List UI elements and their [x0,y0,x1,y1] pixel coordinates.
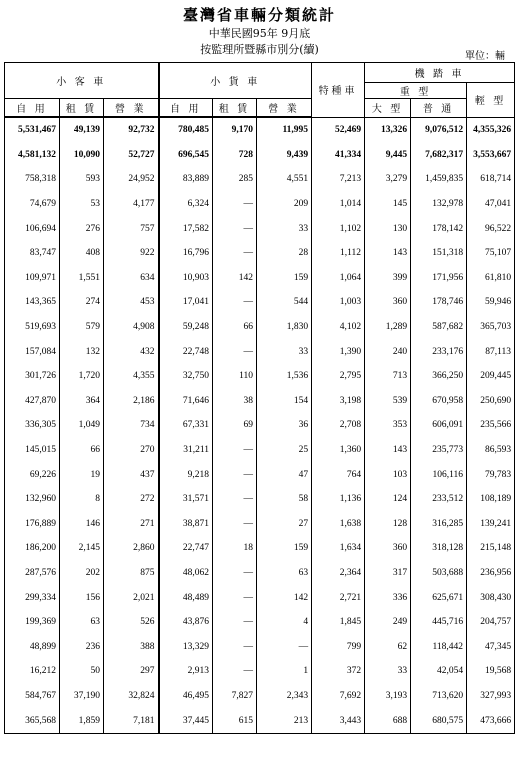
table-cell: 151,318 [411,241,467,266]
table-cell: 233,176 [411,339,467,364]
table-cell: 47,345 [467,634,515,659]
header-heavy: 重 型 [365,83,467,99]
table-cell: 31,211 [159,438,213,463]
table-cell: 32,750 [159,364,213,389]
table-cell: — [213,561,257,586]
table-cell: 143,365 [5,290,60,315]
table-cell: 61,810 [467,266,515,291]
table-cell: 53 [60,192,104,217]
unit-label: 單位：輛 [465,51,505,62]
table-cell: 9,076,512 [411,117,467,143]
table-cell: 171,956 [411,266,467,291]
table-cell: 74,679 [5,192,60,217]
table-cell: 670,958 [411,389,467,414]
table-cell: 118,442 [411,634,467,659]
table-cell: 33 [365,659,411,684]
table-cell: 3,279 [365,167,411,192]
table-cell: 38,871 [159,512,213,537]
table-cell: 336,305 [5,413,60,438]
table-cell: 63 [60,610,104,635]
table-cell: 327,993 [467,684,515,709]
table-cell: 236 [60,634,104,659]
table-cell: 584,767 [5,684,60,709]
table-cell: 539 [365,389,411,414]
table-row [5,708,515,733]
table-cell: 11,995 [257,117,312,143]
table-cell: 615 [213,708,257,733]
table-cell: 47 [257,462,312,487]
table-cell: 618,714 [467,167,515,192]
table-cell: 757 [104,216,159,241]
table-cell: 48,489 [159,585,213,610]
table-cell: 473,666 [467,708,515,733]
table-row [5,117,515,143]
table-row [5,487,515,512]
table-cell: 271 [104,512,159,537]
table-row [5,216,515,241]
table-cell: 69,226 [5,462,60,487]
table-cell: — [213,512,257,537]
table-cell: 48,062 [159,561,213,586]
table-row [5,659,515,684]
table-row [5,684,515,709]
table-cell: 36 [257,413,312,438]
table-cell: 366,250 [411,364,467,389]
table-cell: 47,041 [467,192,515,217]
table-cell: 48,899 [5,634,60,659]
table-row [5,315,515,340]
table-row [5,192,515,217]
table-row [5,536,515,561]
table-cell: 2,343 [257,684,312,709]
table-cell: 2,795 [312,364,365,389]
table-cell: 875 [104,561,159,586]
table-cell: — [213,634,257,659]
table-cell: 299,334 [5,585,60,610]
table-cell: 87,113 [467,339,515,364]
table-cell: 3,193 [365,684,411,709]
table-cell: — [213,659,257,684]
table-cell: 1,551 [60,266,104,291]
table-cell: 1,638 [312,512,365,537]
table-cell: 58 [257,487,312,512]
table-cell: 399 [365,266,411,291]
table-cell: 4,177 [104,192,159,217]
table-cell: 83,889 [159,167,213,192]
table-cell: 758,318 [5,167,60,192]
table-cell: 1 [257,659,312,684]
table-cell: 1,136 [312,487,365,512]
table-cell: 145 [365,192,411,217]
table-row [5,266,515,291]
table-cell: 235,566 [467,413,515,438]
table-cell: 365,703 [467,315,515,340]
table-cell: 688 [365,708,411,733]
table-cell: 1,102 [312,216,365,241]
table-row [5,241,515,266]
table-cell: — [213,192,257,217]
table-cell: 22,748 [159,339,213,364]
table-cell: 142 [213,266,257,291]
table-row [5,143,515,168]
header-large: 大 型 [365,99,411,118]
table-cell: 132,960 [5,487,60,512]
header-ordinary: 普 通 [411,99,467,118]
table-cell: 52,727 [104,143,159,168]
table-cell: 1,289 [365,315,411,340]
table-row [5,413,515,438]
table-cell: 606,091 [411,413,467,438]
table-row [5,585,515,610]
table-cell: 249 [365,610,411,635]
table-cell: 4,102 [312,315,365,340]
table-cell: — [213,585,257,610]
table-cell: 4,581,132 [5,143,60,168]
date-subtitle: 中華民國95年 9月底 [208,27,311,40]
table-cell: 734 [104,413,159,438]
table-cell: 317 [365,561,411,586]
table-cell: 159 [257,266,312,291]
table-cell: 38 [213,389,257,414]
table-row [5,561,515,586]
table-cell: 388 [104,634,159,659]
table-cell: 4,355,326 [467,117,515,143]
table-cell: 1,459,835 [411,167,467,192]
table-cell: 579 [60,315,104,340]
table-cell: — [213,487,257,512]
table-cell: 10,090 [60,143,104,168]
table-cell: 28 [257,241,312,266]
header-small-passenger: 小 客 車 [5,63,159,99]
table-cell: 33 [257,339,312,364]
table-cell: 272 [104,487,159,512]
table-cell: 32,824 [104,684,159,709]
table-cell: 3,553,667 [467,143,515,168]
table-cell: 132,978 [411,192,467,217]
table-cell: 75,107 [467,241,515,266]
table-cell: 2,186 [104,389,159,414]
table-cell: 7,682,317 [411,143,467,168]
table-cell: — [213,290,257,315]
table-row [5,512,515,537]
table-cell: 544 [257,290,312,315]
table-cell: 1,390 [312,339,365,364]
header-st-business: 營 業 [257,99,312,118]
vehicle-stats-table [4,62,515,734]
table-cell: 764 [312,462,365,487]
table-cell: 31,571 [159,487,213,512]
table-cell: 287,576 [5,561,60,586]
table-cell: 5,531,467 [5,117,60,143]
table-cell: 143 [365,241,411,266]
table-cell: 9,170 [213,117,257,143]
scope-subtitle: 按監理所暨縣市別分(續) [200,43,319,56]
table-cell: 364 [60,389,104,414]
table-cell: 10,903 [159,266,213,291]
table-cell: 437 [104,462,159,487]
table-cell: 79,783 [467,462,515,487]
table-cell: 186,200 [5,536,60,561]
header-light: 輕 型 [467,83,515,118]
table-cell: 297 [104,659,159,684]
table-cell: 59,248 [159,315,213,340]
table-cell: 83,747 [5,241,60,266]
table-cell: 154 [257,389,312,414]
table-cell: 106,116 [411,462,467,487]
header-sp-rental: 租 賃 [60,99,104,118]
table-cell: 2,913 [159,659,213,684]
table-cell: 799 [312,634,365,659]
table-cell: 176,889 [5,512,60,537]
table-cell: 41,334 [312,143,365,168]
table-cell: 593 [60,167,104,192]
table-cell: 250,690 [467,389,515,414]
table-cell: 13,329 [159,634,213,659]
table-cell: 145,015 [5,438,60,463]
table-row [5,167,515,192]
table-cell: 696,545 [159,143,213,168]
table-cell: 728 [213,143,257,168]
table-cell: 24,952 [104,167,159,192]
table-row [5,634,515,659]
table-cell: 17,041 [159,290,213,315]
table-cell: 204,757 [467,610,515,635]
table-cell: 16,212 [5,659,60,684]
table-cell: 215,148 [467,536,515,561]
table-cell: 372 [312,659,365,684]
table-cell: 922 [104,241,159,266]
table-cell: 301,726 [5,364,60,389]
table-cell: 67,331 [159,413,213,438]
header-special: 特種車 [312,63,365,118]
table-cell: 2,708 [312,413,365,438]
table-cell: 713,620 [411,684,467,709]
table-cell: 519,693 [5,315,60,340]
table-cell: 108,189 [467,487,515,512]
table-cell: 202 [60,561,104,586]
table-cell: 66 [60,438,104,463]
table-cell: 9,218 [159,462,213,487]
table-cell: 408 [60,241,104,266]
table-cell: 1,634 [312,536,365,561]
table-cell: 62 [365,634,411,659]
table-cell: 587,682 [411,315,467,340]
table-cell: 199,369 [5,610,60,635]
table-cell: 37,445 [159,708,213,733]
table-cell: 276 [60,216,104,241]
table-cell: — [257,634,312,659]
table-cell: 353 [365,413,411,438]
table-cell: 1,112 [312,241,365,266]
table-row [5,438,515,463]
table-cell: 106,694 [5,216,60,241]
table-cell: 43,876 [159,610,213,635]
table-cell: 213 [257,708,312,733]
table-cell: — [213,216,257,241]
table-cell: 634 [104,266,159,291]
table-cell: 2,860 [104,536,159,561]
table-cell: 453 [104,290,159,315]
table-cell: 625,671 [411,585,467,610]
table-cell: 37,190 [60,684,104,709]
table-cell: 1,720 [60,364,104,389]
table-cell: 4,908 [104,315,159,340]
table-cell: 7,827 [213,684,257,709]
table-cell: 7,692 [312,684,365,709]
table-cell: 360 [365,290,411,315]
table-cell: 316,285 [411,512,467,537]
table-cell: 7,181 [104,708,159,733]
table-cell: 25 [257,438,312,463]
table-cell: 780,485 [159,117,213,143]
table-cell: 1,049 [60,413,104,438]
table-cell: 22,747 [159,536,213,561]
table-cell: 6,324 [159,192,213,217]
table-cell: 143 [365,438,411,463]
table-cell: 4,551 [257,167,312,192]
table-cell: 130 [365,216,411,241]
table-cell: 7,213 [312,167,365,192]
table-cell: 336 [365,585,411,610]
header-sp-self: 自 用 [5,99,60,118]
table-cell: 66 [213,315,257,340]
table-cell: 233,512 [411,487,467,512]
table-cell: 27 [257,512,312,537]
table-row [5,462,515,487]
table-cell: 360 [365,536,411,561]
header-st-self: 自 用 [159,99,213,118]
table-cell: 1,064 [312,266,365,291]
table-cell: 1,360 [312,438,365,463]
table-cell: 146 [60,512,104,537]
header-st-rental: 租 賃 [213,99,257,118]
table-cell: 71,646 [159,389,213,414]
table-cell: 19 [60,462,104,487]
table-cell: 42,054 [411,659,467,684]
header-motorcycle: 機 踏 車 [365,63,515,83]
table-cell: 4,355 [104,364,159,389]
table-cell: 4 [257,610,312,635]
table-cell: 19,568 [467,659,515,684]
table-cell: 139,241 [467,512,515,537]
table-cell: 240 [365,339,411,364]
table-cell: 445,716 [411,610,467,635]
table-cell: 1,830 [257,315,312,340]
table-row [5,610,515,635]
table-cell: — [213,438,257,463]
table-cell: 318,128 [411,536,467,561]
table-cell: 96,522 [467,216,515,241]
table-cell: 432 [104,339,159,364]
table-cell: 680,575 [411,708,467,733]
table-cell: 110 [213,364,257,389]
table-cell: 63 [257,561,312,586]
table-cell: 92,732 [104,117,159,143]
page-title: 臺灣省車輛分類統計 [182,6,336,24]
table-cell: 13,326 [365,117,411,143]
table-cell: 17,582 [159,216,213,241]
table-cell: 33 [257,216,312,241]
header-sp-business: 營 業 [104,99,159,118]
table-cell: 285 [213,167,257,192]
table-cell: 59,946 [467,290,515,315]
table-cell: 3,443 [312,708,365,733]
table-row [5,389,515,414]
table-row [5,339,515,364]
table-cell: — [213,241,257,266]
header-small-truck: 小 貨 車 [159,63,312,99]
table-row [5,364,515,389]
table-cell: 3,198 [312,389,365,414]
table-cell: 2,021 [104,585,159,610]
table-cell: 109,971 [5,266,60,291]
table-cell: 1,859 [60,708,104,733]
table-cell: 713 [365,364,411,389]
table-cell: 128 [365,512,411,537]
table-cell: 236,956 [467,561,515,586]
table-cell: 274 [60,290,104,315]
table-cell: 270 [104,438,159,463]
table-cell: — [213,462,257,487]
table-cell: 142 [257,585,312,610]
table-cell: 46,495 [159,684,213,709]
table-cell: 1,845 [312,610,365,635]
table-cell: 526 [104,610,159,635]
table-cell: 308,430 [467,585,515,610]
table-cell: 1,536 [257,364,312,389]
table-cell: 103 [365,462,411,487]
table-cell: 49,139 [60,117,104,143]
table-cell: 1,014 [312,192,365,217]
table-cell: 124 [365,487,411,512]
table-cell: 52,469 [312,117,365,143]
table-cell: 1,003 [312,290,365,315]
table-cell: — [213,339,257,364]
table-cell: — [213,610,257,635]
table-body [5,117,515,733]
table-cell: 132 [60,339,104,364]
table-cell: 16,796 [159,241,213,266]
table-cell: 503,688 [411,561,467,586]
table-cell: 156 [60,585,104,610]
table-row [5,290,515,315]
table-cell: 365,568 [5,708,60,733]
table-cell: 427,870 [5,389,60,414]
table-cell: 235,773 [411,438,467,463]
table-cell: 2,721 [312,585,365,610]
table-cell: 86,593 [467,438,515,463]
table-cell: 178,142 [411,216,467,241]
table-cell: 2,145 [60,536,104,561]
table-cell: 209,445 [467,364,515,389]
table-cell: 178,746 [411,290,467,315]
table-cell: 2,364 [312,561,365,586]
table-cell: 8 [60,487,104,512]
table-cell: 9,439 [257,143,312,168]
table-cell: 69 [213,413,257,438]
table-cell: 209 [257,192,312,217]
table-cell: 159 [257,536,312,561]
table-cell: 50 [60,659,104,684]
table-cell: 157,084 [5,339,60,364]
table-cell: 9,445 [365,143,411,168]
table-cell: 18 [213,536,257,561]
